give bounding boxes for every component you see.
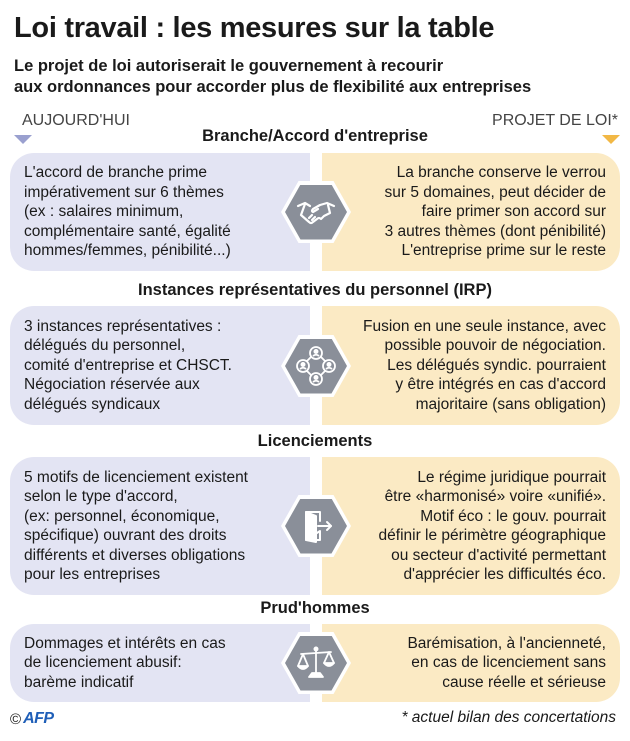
- today-box-licenciements: [10, 457, 310, 595]
- text-line: Fusion en une seule instance, avec: [363, 317, 606, 335]
- text-line: Barémisation, à l'ancienneté,: [407, 634, 606, 652]
- column-header-bill: PROJET DE LOI*: [492, 112, 618, 129]
- text-line: spécifique) ouvrant des droits: [24, 527, 227, 544]
- copyright-symbol: ©: [10, 710, 22, 728]
- text-line: (ex : salaires minimum,: [24, 203, 184, 221]
- bill-box-branche: [322, 153, 620, 271]
- scales-icon: [285, 636, 347, 691]
- text-line: possible pouvoir de négociation.: [384, 337, 606, 355]
- text-line: comité d'entreprise et CHSCT.: [24, 356, 232, 374]
- text-line: ou secteur d'activité permettant: [391, 546, 606, 564]
- section-title-irp: Instances représentatives du personnel (IRP): [138, 281, 492, 299]
- text-line: faire primer son accord sur: [421, 203, 606, 221]
- subtitle-line: Le projet de loi autoriserait le gouvernement à recourir: [14, 57, 444, 75]
- credit: [10, 710, 54, 728]
- section-title-branche: Branche/Accord d'entreprise: [202, 127, 428, 145]
- subtitle-line: aux ordonnances pour accorder plus de flexibilité aux entreprises: [14, 78, 532, 96]
- text-line: Négociation réservée aux: [24, 376, 200, 394]
- text-line: Le régime juridique pourrait: [417, 468, 606, 486]
- text-line: selon le type d'accord,: [24, 488, 178, 505]
- today-box-irp: [10, 306, 310, 425]
- text-line: 5 motifs de licenciement existent: [24, 468, 248, 486]
- text-line: en cas de licenciement sans: [411, 654, 606, 672]
- text-line: L'entreprise prime sur le reste: [401, 242, 606, 260]
- text-line: sur 5 domaines, peut décider de: [384, 183, 606, 201]
- text-line: d'apprécier les difficultés éco.: [403, 566, 606, 583]
- exit-door-icon: [285, 499, 347, 554]
- people-network-icon: [285, 339, 347, 394]
- text-line: délégués du personnel,: [24, 337, 186, 355]
- text-line: La branche conserve le verrou: [396, 164, 606, 182]
- column-header-today: AUJOURD'HUI: [22, 112, 130, 129]
- text-line: définir le périmètre géographique: [378, 527, 606, 544]
- text-line: être «harmonisé» voire «unifié».: [384, 488, 606, 505]
- text-line: Les délégués syndic. pourraient: [387, 356, 606, 374]
- text-line: 3 autres thèmes (dont pénibilité): [384, 222, 606, 240]
- bill-box-licenciements: [322, 457, 620, 595]
- text-line: impérativement sur 6 thèmes: [24, 183, 224, 201]
- page-subtitle: [14, 56, 531, 98]
- text-line: complémentaire santé, égalité: [24, 222, 231, 240]
- text-line: barème indicatif: [24, 673, 134, 691]
- bill-box-prudhommes: [322, 624, 620, 702]
- handshake-icon: [285, 185, 347, 240]
- text-line: y être intégrés en cas d'accord: [395, 376, 606, 394]
- text-line: délégués syndicaux: [24, 395, 161, 413]
- today-box-branche: [10, 153, 310, 271]
- text-line: majoritaire (sans obligation): [415, 395, 606, 413]
- text-line: différents et diverses obligations: [24, 546, 246, 564]
- text-line: 3 instances représentatives :: [24, 317, 222, 335]
- page-title: Loi travail : les mesures sur la table: [14, 12, 495, 44]
- section-title-prudhommes: Prud'hommes: [260, 599, 370, 617]
- text-line: hommes/femmes, pénibilité...): [24, 242, 231, 260]
- bill-box-irp: [322, 306, 620, 425]
- afp-logo: AFP: [23, 710, 54, 727]
- text-line: L'accord de branche prime: [24, 164, 208, 182]
- today-box-prudhommes: [10, 624, 310, 702]
- footnote: * actuel bilan des concertations: [401, 709, 616, 726]
- text-line: Dommages et intérêts en cas: [24, 634, 226, 652]
- section-title-licenciements: Licenciements: [257, 432, 373, 450]
- text-line: (ex: personnel, économique,: [24, 507, 220, 525]
- text-line: de licenciement abusif:: [24, 654, 182, 672]
- text-line: cause réelle et sérieuse: [442, 673, 606, 691]
- text-line: Motif éco : le gouv. pourrait: [420, 507, 606, 525]
- text-line: pour les entreprises: [24, 566, 161, 583]
